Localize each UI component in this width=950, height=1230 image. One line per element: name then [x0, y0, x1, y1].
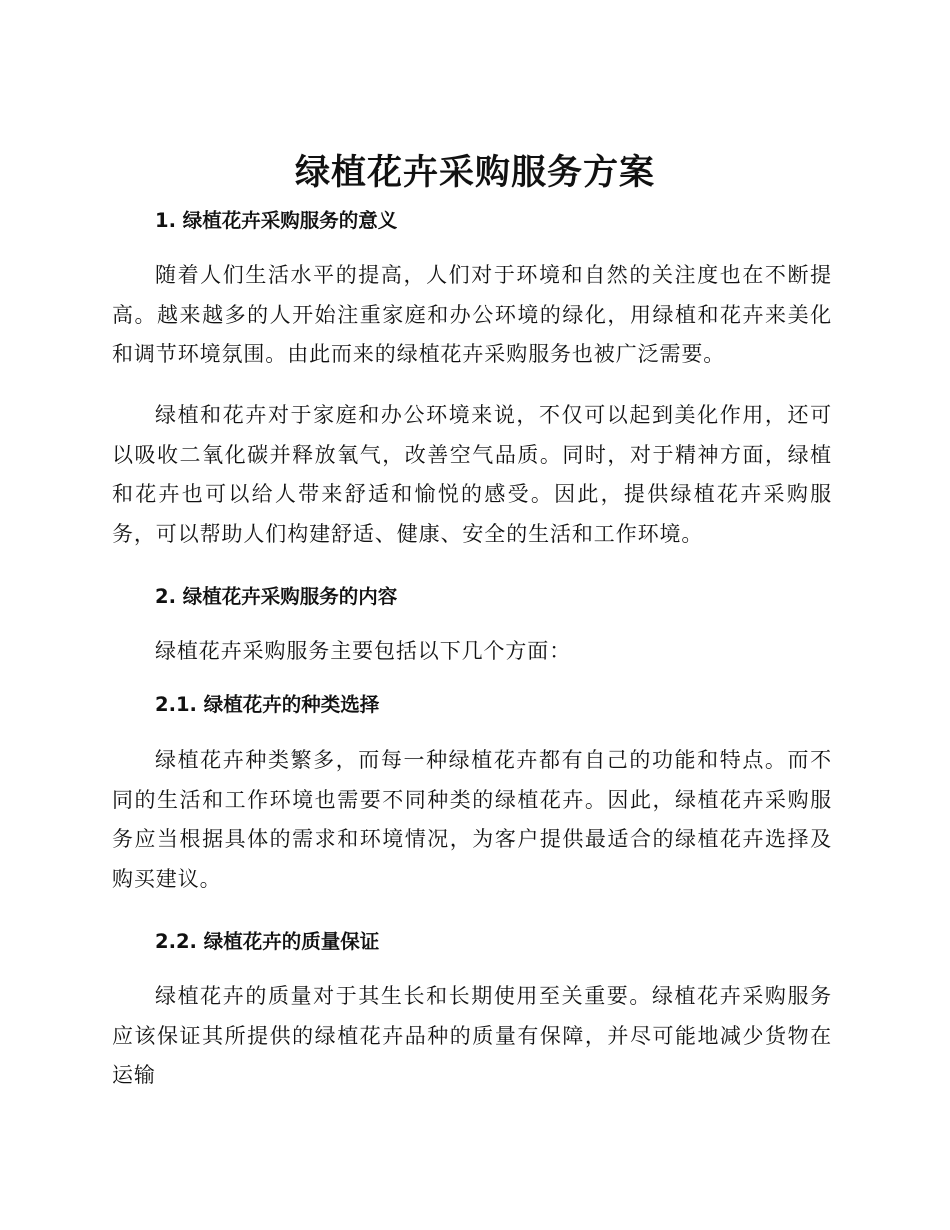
section-2-2-paragraph-1: 绿植花卉的质量对于其生长和长期使用至关重要。绿植花卉采购服务应该保证其所提供的绿植花卉品种的质量有保障，并尽可能地减少货物在运输: [112, 984, 832, 1087]
section-2-paragraph-1: 绿植花卉采购服务主要包括以下几个方面：: [155, 639, 572, 663]
section-1-paragraph-2: 绿植和花卉对于家庭和办公环境来说，不仅可以起到美化作用，还可以吸收二氧化碳并释放氧气，改善空气品质。同时，对于精神方面，绿植和花卉也可以给人带来舒适和愉悦的感受。因此，提供绿植花卉采购服务，可以帮助人们构建舒适、健康、安全的生活和工作环境。: [112, 403, 832, 546]
section-heading-2-1: 2.1. 绿植花卉的种类选择: [155, 693, 380, 716]
section-heading-2: 2. 绿植花卉采购服务的内容: [155, 585, 398, 608]
section-1-paragraph-1: 随着人们生活水平的提高，人们对于环境和自然的关注度也在不断提高。越来越多的人开始注重家庭和办公环境的绿化，用绿植和花卉来美化和调节环境氛围。由此而来的绿植花卉采购服务也被广泛需要。: [112, 263, 832, 366]
document-title: 绿植花卉采购服务方案: [294, 153, 655, 193]
section-heading-1: 1. 绿植花卉采购服务的意义: [155, 209, 398, 232]
section-heading-2-2: 2.2. 绿植花卉的质量保证: [155, 930, 380, 953]
section-2-1-paragraph-1: 绿植花卉种类繁多，而每一种绿植花卉都有自己的功能和特点。而不同的生活和工作环境也需要不同种类的绿植花卉。因此，绿植花卉采购服务应当根据具体的需求和环境情况，为客户提供最适合的绿植花卉选择及购买建议。: [112, 748, 832, 891]
